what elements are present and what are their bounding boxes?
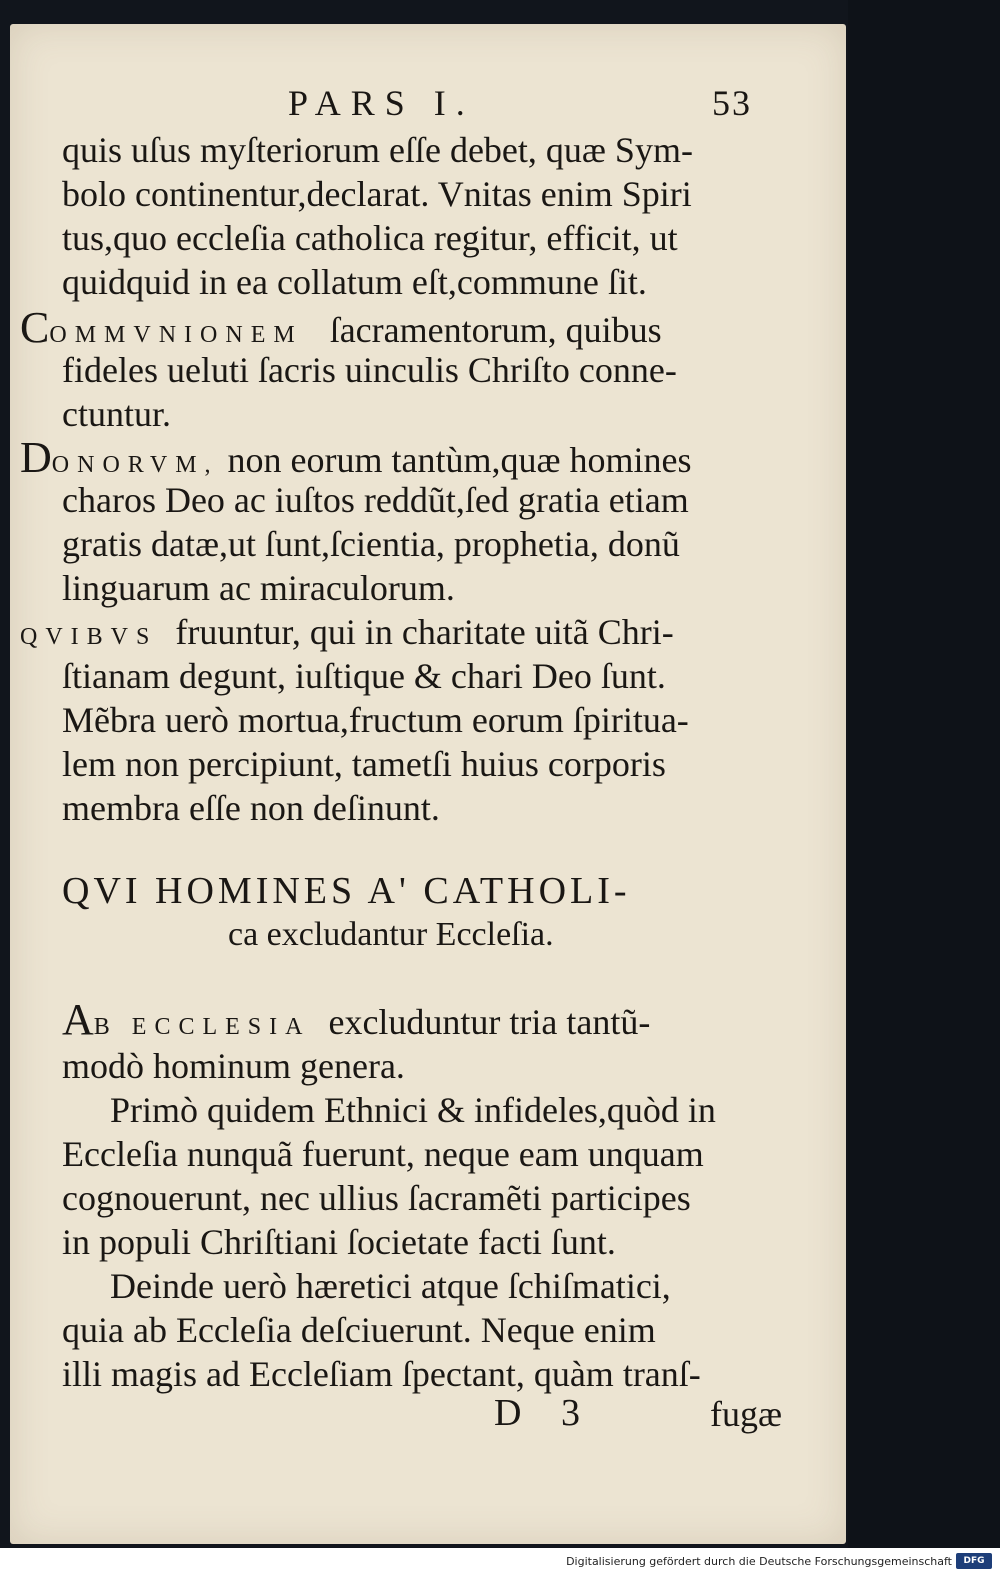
footer-bar [0, 1548, 1000, 1574]
small-caps-lemma: QVIBVS [20, 624, 158, 650]
lead-text: fruuntur, qui in charitate uitã Chri- [175, 612, 674, 652]
text-line: Mẽbra uerò mortua,fructum eorum ſpiritua- [62, 700, 689, 740]
section-heading-continued: ca excludantur Eccleſia. [228, 916, 554, 953]
paragraph-lead [62, 995, 651, 1044]
text-line: Deinde uerò hæretici atque ſchiſmatici, [110, 1266, 671, 1306]
text-line: quis uſus myſteriorum eſſe debet, quæ Sym- [62, 130, 693, 170]
text-line: bolo continentur,declarat. Vnitas enim Spiri [62, 174, 692, 214]
text-line: linguarum ac miraculorum. [62, 568, 455, 608]
dfg-logo: DFG [956, 1553, 992, 1569]
text-line: charos Deo ac iuſtos reddũt,ſed gratia etiam [62, 480, 689, 520]
text-line: illi magis ad Eccleſiam ſpectant, quàm tranſ- [62, 1354, 701, 1394]
text-line: lem non percipiunt, tametſi huius corporis [62, 744, 666, 784]
small-caps-lemma: B ECCLESIA [93, 1014, 311, 1040]
scanner-margin [848, 0, 1000, 1548]
text-line: Primò quidem Ethnici & infideles,quòd in [110, 1090, 716, 1130]
lead-text: excluduntur tria tantũ- [328, 1002, 651, 1042]
small-caps-lemma: OMMVNIONEM [49, 322, 303, 348]
funding-credit: Digitalisierung gefördert durch die Deutsche Forschungsgemeinschaft [566, 1555, 952, 1568]
book-page [10, 24, 846, 1544]
text-line: cognouerunt, nec ullius ſacramẽti participes [62, 1178, 691, 1218]
text-line: quidquid in ea collatum eſt,commune ſit. [62, 262, 647, 302]
paragraph-lead [20, 614, 674, 650]
text-line: ſtianam degunt, iuſtique & chari Deo ſunt. [62, 656, 666, 696]
paragraph-lead [20, 303, 662, 352]
running-head: PARS I. [288, 83, 475, 123]
section-heading: QVI HOMINES A' CATHOLI- [62, 870, 631, 912]
text-line: Eccleſia nunquã fuerunt, neque eam unquam [62, 1134, 704, 1174]
initial-capital: C [20, 303, 50, 352]
lead-text: ſacramentorum, quibus [329, 310, 662, 350]
page-number: 53 [712, 83, 752, 123]
text-line: modò hominum genera. [62, 1046, 405, 1086]
page-text [10, 24, 846, 1544]
signature-mark: D 3 [494, 1392, 580, 1434]
text-line: gratis datæ,ut ſunt,ſcientia, prophetia, donũ [62, 524, 680, 564]
initial-capital: A [62, 995, 94, 1044]
text-line: fideles ueluti ſacris uinculis Chriſto conne- [62, 350, 677, 390]
text-line: quia ab Eccleſia deſciuerunt. Neque enim [62, 1310, 656, 1350]
catchword: fugæ [710, 1394, 782, 1434]
text-line: in populi Chriſtiani ſocietate facti ſunt. [62, 1222, 616, 1262]
small-caps-lemma: ONORVM, [51, 452, 219, 478]
initial-capital: D [20, 433, 52, 482]
text-line: tus,quo eccleſia catholica regitur, efficit, ut [62, 218, 678, 258]
text-line: membra eſſe non deſinunt. [62, 788, 440, 828]
paragraph-lead [20, 433, 692, 482]
text-line: ctuntur. [62, 394, 171, 434]
lead-text: non eorum tantùm,quæ homines [227, 440, 692, 480]
